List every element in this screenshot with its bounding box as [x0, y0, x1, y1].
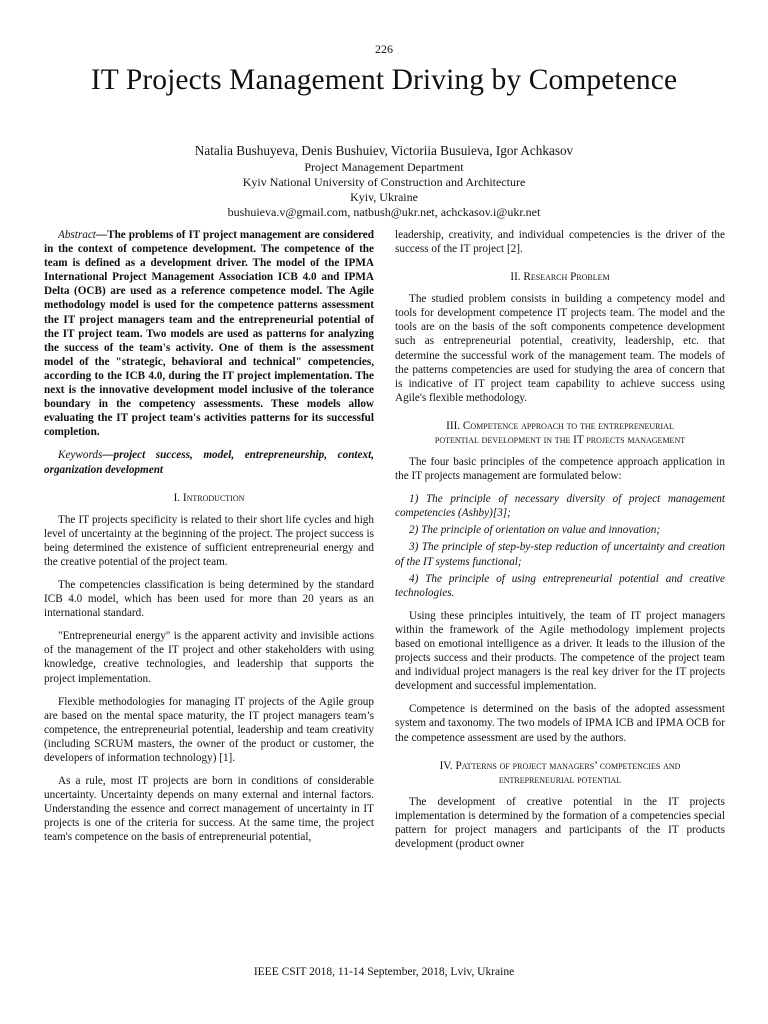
principle-list-item: 1) The principle of necessary diversity of project management competencies (Ashby)[3]; — [395, 493, 725, 520]
abstract — [44, 228, 374, 439]
section-heading-line: IV. Patterns of project managers’ competencies and — [439, 759, 681, 772]
page-number: 226 — [375, 42, 393, 56]
section-heading-patterns — [395, 759, 725, 787]
keywords — [44, 448, 374, 476]
principle-list-item: 3) The principle of step-by-step reduction of uncertainty and creation of the IT systems functional; — [395, 541, 725, 568]
author-department: Project Management Department — [304, 160, 464, 174]
competence-paragraph-3: Competence is determined on the basis of the adopted assessment system and taxonomy. The two models of IPMA ICB and IPMA OCB for the competence assessment are used by the authors. — [395, 703, 725, 744]
section-heading-line: potential development in the IT projects management — [434, 433, 686, 446]
left-column — [44, 228, 374, 854]
principle-list-item: 2) The principle of orientation on value and innovation; — [409, 524, 661, 537]
intro-continuation: leadership, creativity, and individual competencies is the driver of the success of the IT project [2]. — [395, 229, 725, 256]
right-column — [395, 228, 725, 860]
keywords-text: —project success, model, entrepreneurship, context, organization development — [44, 449, 374, 476]
author-university: Kyiv National University of Construction and Architecture — [242, 175, 526, 189]
research-paragraph-1: The studied problem consists in building a competency model and tools for development competence IT projects team. The model and the tools are on the basis of the soft components competence development such as entrepreneurial potential, creativity, leadership, etc. that determine the successful work of the management team. The models of the patterns competencies are used for studying the area of concern that is indicative of IT project team capability to achieve success using Agile's flexible methodology. — [395, 293, 725, 404]
section-heading-competence-approach — [395, 419, 725, 447]
conference-footer: IEEE CSIT 2018, 11-14 September, 2018, Lviv, Ukraine — [253, 966, 515, 978]
section-heading-line: III. Competence approach to the entrepreneurial — [446, 419, 674, 432]
competence-paragraph-1: The four basic principles of the competence approach application in the IT projects management are formulated below: — [395, 455, 725, 483]
paper-title: IT Projects Management Driving by Competence — [90, 64, 678, 96]
patterns-paragraph-1: The development of creative potential in the IT projects implementation is determined by the formation of a competencies special pattern for project managers and participants of the IT products development (product owner — [395, 795, 725, 850]
intro-paragraph-4: Flexible methodologies for managing IT projects of the Agile group are based on the mental space maturity, the IT project managers team’s competence, the entrepreneurial potential, leadership and team creativity (including SCRUM masters, the owner of the product or customer, the developers of information technology) [1]. — [44, 695, 374, 764]
intro-paragraph-3: "Entrepreneurial energy" is the apparent activity and invisible actions of the management of the IT project and other stakeholders with using knowledge, creative technologies, and leadership that supports the project implementation. — [44, 630, 374, 685]
section-heading-research-problem: II. Research Problem — [510, 271, 610, 284]
abstract-lead: Abstract — [58, 229, 96, 241]
intro-paragraph-2: The competencies classification is being determined by the standard ICB 4.0 model, which has been used for more than 20 years as an international standard. — [44, 578, 374, 620]
principle-list-item: 4) The principle of using entrepreneurial potential and creative technologies. — [395, 572, 725, 599]
abstract-text: —The problems of IT project management are considered in the context of competence development. The competence of the team is defined as a development driver. The model of the IPMA International Project Management Association ICB 4.0 and IPMA Delta (OCB) are used as a reference competence model. The Agile methodology model is used for the competence patterns assessment the IT project managers team and the entrepreneurial potential of the IT project team. Two models are used as patterns for analyzing the success of the team's activity. One of them is the assessment model of the "strategic, behavioral and technical" competencies, according to the ICB 4.0, during the IT project implementation. The next is the innovative development model inclusive of the tolerance boundary in the competency assessments. These models allow evaluating the IT project team's activities patterns for its successful completion. — [44, 229, 374, 439]
section-heading-introduction: I. Introduction — [173, 491, 245, 504]
author-location: Kyiv, Ukraine — [350, 190, 418, 204]
section-heading-line: entrepreneurial potential — [498, 773, 622, 786]
keywords-lead: Keywords — [58, 449, 103, 462]
intro-paragraph-5: As a rule, most IT projects are born in conditions of considerable uncertainty. Uncertainty depends on many external and internal factors. Understanding the essence and correct management of uncertainty in IT projects is one of the criteria for success. At the same time, the project team's competence on the basis of entrepreneurial potential, — [44, 775, 374, 844]
author-names: Natalia Bushuyeva, Denis Bushuiev, Victoriia Busuieva, Igor Achkasov — [194, 143, 574, 158]
intro-paragraph-1: The IT projects specificity is related to their short life cycles and high level of uncertainty at the beginning of the project. The project success is being determined the existence of sufficient entrepreneurial energy and the creative potential of the project team. — [44, 513, 374, 568]
author-emails: bushuieva.v@gmail.com, natbush@ukr.net, achckasov.i@ukr.net — [227, 205, 541, 219]
author-block — [0, 142, 768, 220]
competence-paragraph-2: Using these principles intuitively, the team of IT project managers within the framework of the Agile methodology implement projects based on emotional intelligence as a driver. It leads to the illusion of the projects success and their products. The competence of the project team and individual project managers is the real key driver for the IT projects development and successful implementation. — [395, 609, 725, 693]
